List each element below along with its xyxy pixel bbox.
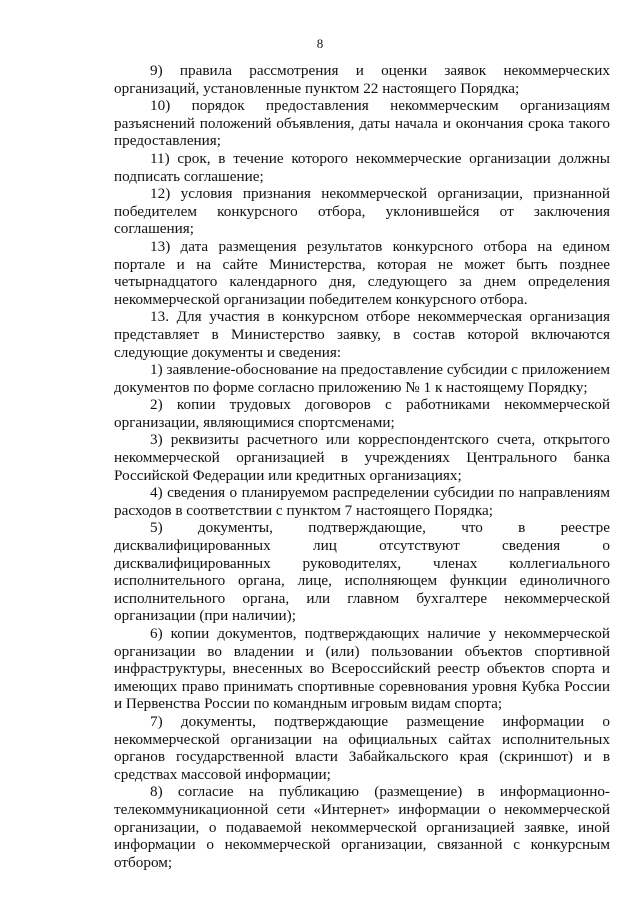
list-item: 1) заявление-обоснование на предоставление субсидии с приложением документов по форме согласно приложению № 1 к настоящему Порядку; [114,361,610,396]
list-item: 2) копии трудовых договоров с работниками некоммерческой организации, являющимися спортсменами; [114,396,610,431]
list-item: 11) срок, в течение которого некоммерческие организации должны подписать соглашение; [114,149,610,185]
document-body [114,62,610,871]
page-number: 8 [316,36,324,51]
list-item: 5) документы, подтверждающие, что в реестре дисквалифицированных лиц отсутствуют сведения о дисквалифицированных руководителях, членах коллегиального исполнительного органа, лице, исполняющем функции единоличного исполнительного органа, или главном бухгалтере некоммерческой организации (при наличии); [114,519,610,625]
list-item: 7) документы, подтверждающие размещение информации о некоммерческой организации на официальных сайтах исполнительных органов государственной власти Забайкальского края (скриншот) и в средствах массовой информации; [114,712,610,783]
list-item: 6) копии документов, подтверждающих наличие у некоммерческой организации во владении и (или) пользовании объектов спортивной инфраструктуры, внесенных во Всероссийский реестр объектов спорта и имеющих право принимать спортивные соревнования уровня Кубка России и Первенства России по командным игровым видам спорта; [114,625,610,713]
list-item: 13) дата размещения результатов конкурсного отбора на едином портале и на сайте Министерства, которая не может быть позднее четырнадцатого календарного дня, следующего за днем определения некоммерческой организации победителем конкурсного отбора. [114,237,610,308]
list-item: 3) реквизиты расчетного или корреспондентского счета, открытого некоммерческой организацией в учреждениях Центрального банка Российской Федерации или кредитных организациях; [114,431,610,484]
list-item: 8) согласие на публикацию (размещение) в информационно-телекоммуникационной сети «Интернет» информации о некоммерческой организации, о подаваемой некоммерческой организацией заявке, иной информации о некоммерческой организации, связанной с конкурсным отбором; [114,783,610,871]
section-paragraph: 13. Для участия в конкурсном отборе некоммерческая организация представляет в Министерство заявку, в состав которой включаются следующие документы и сведения: [114,308,610,361]
list-item: 9) правила рассмотрения и оценки заявок некоммерческих организаций, установленные пунктом 22 настоящего Порядка; [114,62,610,97]
list-item: 10) порядок предоставления некоммерческим организациям разъяснений положений объявления, даты начала и окончания срока такого предоставления; [114,97,610,150]
list-item: 12) условия признания некоммерческой организации, признанной победителем конкурсного отбора, уклонившейся от заключения соглашения; [114,185,610,238]
list-item: 4) сведения о планируемом распределении субсидии по направлениям расходов в соответствии с пунктом 7 настоящего Порядка; [114,484,610,519]
